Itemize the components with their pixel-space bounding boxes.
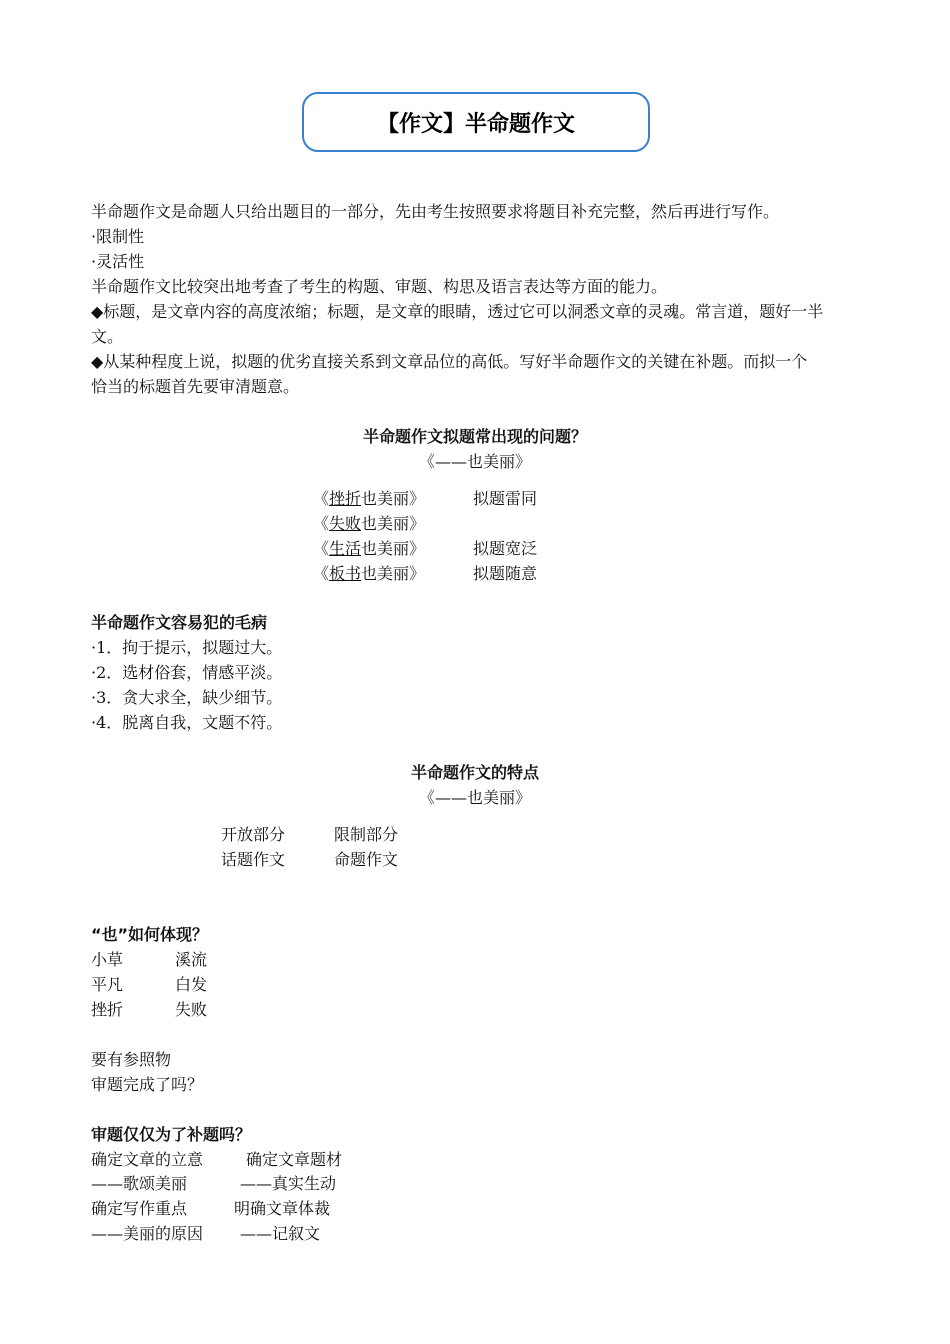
ye-done-question: 审题完成了吗？ (91, 1075, 204, 1094)
title-box (302, 92, 650, 152)
feature-topic-essay: 话题作文 (221, 850, 286, 869)
problem-row-2-title: 《失败也美丽》 (313, 514, 426, 533)
ye-row-1-b: 溪流 (175, 950, 208, 969)
fault-item-1: ·1．拘于提示，拟题过大。 (91, 638, 283, 657)
features-heading: 半命题作文的特点 (410, 763, 539, 782)
ye-row-3-a: 挫折 (91, 1000, 124, 1019)
intro-bullet-1: ·限制性 (91, 227, 145, 246)
blank-word: 板书 (329, 564, 362, 583)
intro-p2: 半命题作文比较突出地考查了考生的构题、审题、构思及语言表达等方面的能力。 (91, 277, 668, 296)
intro-p4-line1: ◆从某种程度上说，拟题的优劣直接关系到文章品位的高低。写好半命题作文的关键在补题。而拟一个 (91, 352, 808, 371)
ye-heading: “也”如何体现？ (91, 925, 209, 944)
ye-reference: 要有参照物 (91, 1050, 172, 1069)
ye-row-2-a: 平凡 (91, 975, 124, 994)
page-title: 【作文】半命题作文 (376, 111, 575, 137)
ye-row-1-a: 小草 (91, 950, 124, 969)
intro-p1: 半命题作文是命题人只给出题目的一部分，先由考生按照要求将题目补充完整，然后再进行写作。 (91, 202, 780, 221)
problem-row-3-note: 拟题宽泛 (473, 539, 538, 558)
review-row-1-a: 确定文章的立意 (91, 1150, 204, 1169)
feature-open-part: 开放部分 (221, 825, 286, 844)
review-row-1-b: 确定文章题材 (246, 1150, 343, 1169)
blank-word: 生活 (329, 539, 362, 558)
ye-row-2-b: 白发 (175, 975, 208, 994)
problems-sub: 《——也美丽》 (418, 452, 531, 471)
fault-item-2: ·2．选材俗套，情感平淡。 (91, 663, 283, 682)
problem-row-3-title: 《生活也美丽》 (313, 539, 426, 558)
blank-word: 失败 (329, 514, 362, 533)
feature-title-essay: 命题作文 (334, 850, 399, 869)
problem-row-4-title: 《板书也美丽》 (313, 564, 426, 583)
features-sub: 《——也美丽》 (418, 788, 531, 807)
review-heading: 审题仅仅为了补题吗？ (91, 1125, 252, 1144)
problems-heading: 半命题作文拟题常出现的问题？ (362, 427, 587, 446)
faults-heading: 半命题作文容易犯的毛病 (91, 613, 268, 632)
review-row-4-a: ——美丽的原因 (91, 1224, 204, 1243)
review-row-3-b: 明确文章体裁 (234, 1199, 331, 1218)
problem-row-1-title: 《挫折也美丽》 (313, 489, 426, 508)
intro-p3-line2: 文。 (91, 327, 124, 346)
fault-item-3: ·3．贪大求全，缺少细节。 (91, 688, 283, 707)
fault-item-4: ·4．脱离自我，文题不符。 (91, 713, 283, 732)
intro-p4-line2: 恰当的标题首先要审清题意。 (91, 377, 300, 396)
review-row-2-a: ——歌颂美丽 (91, 1174, 188, 1193)
ye-row-3-b: 失败 (175, 1000, 208, 1019)
review-row-2-b: ——真实生动 (240, 1174, 337, 1193)
review-row-4-b: ——记叙文 (240, 1224, 321, 1243)
feature-limit-part: 限制部分 (334, 825, 399, 844)
blank-word: 挫折 (329, 489, 362, 508)
problem-row-1-note: 拟题雷同 (473, 489, 538, 508)
review-row-3-a: 确定写作重点 (91, 1199, 188, 1218)
intro-p3-line1: ◆标题，是文章内容的高度浓缩；标题，是文章的眼睛，透过它可以洞悉文章的灵魂。常言道，题好一半 (91, 302, 824, 321)
intro-bullet-2: ·灵活性 (91, 252, 145, 271)
problem-row-4-note: 拟题随意 (473, 564, 538, 583)
